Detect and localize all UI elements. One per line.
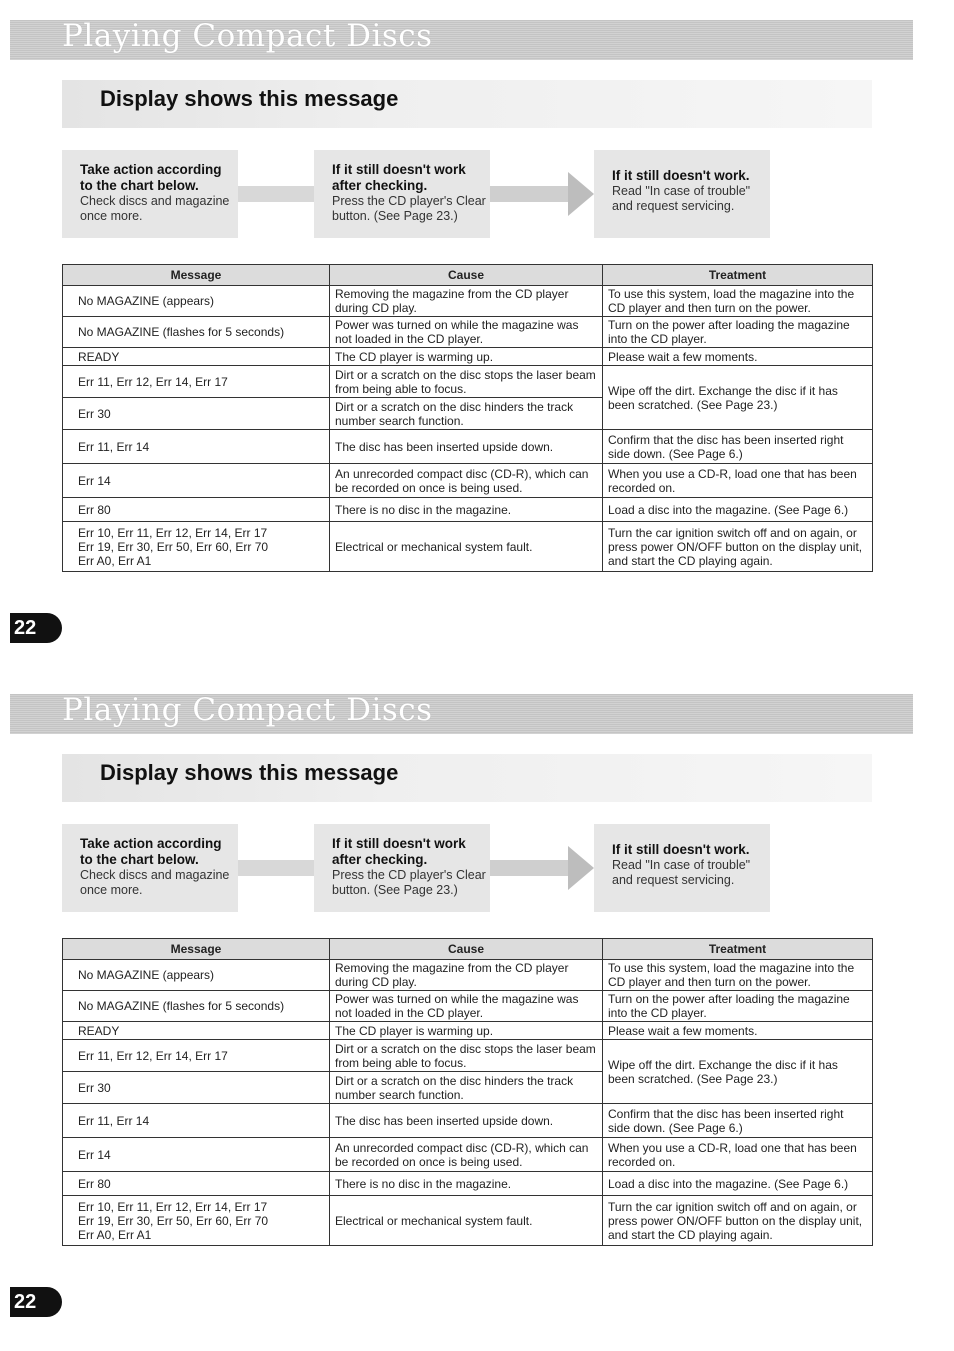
- step-heading: Take action according to the chart below.: [80, 836, 222, 867]
- treatment-cell: Please wait a few moments.: [603, 348, 873, 366]
- treatment-cell: When you use a CD-R, load one that has been recorded on.: [603, 1138, 873, 1172]
- cause-cell: There is no disc in the magazine.: [330, 498, 603, 522]
- treatment-cell: Please wait a few moments.: [603, 1022, 873, 1040]
- message-cell: Err 80: [63, 498, 330, 522]
- cause-cell: The CD player is warming up.: [330, 348, 603, 366]
- page-copy-2: [0, 674, 954, 1344]
- cause-cell: Removing the magazine from the CD player during CD play.: [330, 286, 603, 317]
- table-row: [63, 348, 873, 366]
- page-number-tab: 22: [10, 1287, 62, 1317]
- cause-cell: Electrical or mechanical system fault.: [330, 522, 603, 572]
- header-cause: Cause: [330, 265, 603, 286]
- step-connector: [238, 186, 314, 202]
- step-body: Read "In case of trouble" and request servicing.: [612, 184, 751, 213]
- treatment-cell: Confirm that the disc has been inserted right side down. (See Page 6.): [603, 1104, 873, 1138]
- section-banner: [10, 20, 913, 60]
- table-row: [63, 498, 873, 522]
- table-row: [63, 286, 873, 317]
- cause-cell: Dirt or a scratch on the disc stops the laser beam from being able to focus.: [330, 366, 603, 398]
- cause-cell: The disc has been inserted upside down.: [330, 430, 603, 464]
- message-cell: Err 30: [63, 1072, 330, 1104]
- message-table: [62, 938, 873, 1246]
- header-treatment: Treatment: [603, 939, 873, 960]
- cause-cell: Dirt or a scratch on the disc hinders the track number search function.: [330, 398, 603, 430]
- message-cell: No MAGAZINE (flashes for 5 seconds): [63, 317, 330, 348]
- treatment-cell: Confirm that the disc has been inserted right side down. (See Page 6.): [603, 430, 873, 464]
- step-box-3: [594, 150, 770, 238]
- treatment-cell: To use this system, load the magazine into the CD player and then turn on the power.: [603, 960, 873, 991]
- treatment-cell: When you use a CD-R, load one that has been recorded on.: [603, 464, 873, 498]
- message-cell: No MAGAZINE (appears): [63, 960, 330, 991]
- treatment-cell: To use this system, load the magazine into the CD player and then turn on the power.: [603, 286, 873, 317]
- step-box-1: [62, 150, 238, 238]
- table-row: [63, 366, 873, 398]
- cause-cell: Power was turned on while the magazine was not loaded in the CD player.: [330, 317, 603, 348]
- step-body: Read "In case of trouble" and request servicing.: [612, 858, 751, 887]
- section-title: Playing Compact Discs: [62, 692, 433, 728]
- message-cell: No MAGAZINE (flashes for 5 seconds): [63, 991, 330, 1022]
- cause-cell: Removing the magazine from the CD player during CD play.: [330, 960, 603, 991]
- table-row: [63, 317, 873, 348]
- message-cell: Err 11, Err 12, Err 14, Err 17: [63, 366, 330, 398]
- subheading: Display shows this message: [100, 86, 399, 111]
- table-header-row: [63, 265, 873, 286]
- step-connector: [238, 860, 314, 876]
- treatment-cell: Wipe off the dirt. Exchange the disc if it has been scratched. (See Page 23.): [603, 1040, 873, 1104]
- table-row: [63, 960, 873, 991]
- message-cell: Err 30: [63, 398, 330, 430]
- message-cell: Err 11, Err 14: [63, 1104, 330, 1138]
- table-row: [63, 1172, 873, 1196]
- step-box-2: [314, 150, 490, 238]
- step-box-3: [594, 824, 770, 912]
- step-heading: If it still doesn't work.: [612, 168, 750, 183]
- treatment-cell: Load a disc into the magazine. (See Page 6.): [603, 1172, 873, 1196]
- message-cell: Err 10, Err 11, Err 12, Err 14, Err 17 Err 19, Err 30, Err 50, Err 60, Err 70 Err A0, Err A1: [63, 1196, 330, 1246]
- header-message: Message: [63, 939, 330, 960]
- table-row: [63, 1138, 873, 1172]
- cause-cell: Electrical or mechanical system fault.: [330, 1196, 603, 1246]
- message-cell: Err 11, Err 12, Err 14, Err 17: [63, 1040, 330, 1072]
- message-cell: Err 14: [63, 464, 330, 498]
- step-body: Check discs and magazine once more.: [80, 868, 230, 897]
- table-row: [63, 1104, 873, 1138]
- message-table: [62, 264, 873, 572]
- step-heading: Take action according to the chart below.: [80, 162, 222, 193]
- message-cell: No MAGAZINE (appears): [63, 286, 330, 317]
- arrow-right-icon: [490, 846, 594, 890]
- cause-cell: Power was turned on while the magazine was not loaded in the CD player.: [330, 991, 603, 1022]
- step-box-1: [62, 824, 238, 912]
- cause-cell: There is no disc in the magazine.: [330, 1172, 603, 1196]
- page-number-tab: 22: [10, 613, 62, 643]
- treatment-cell: Load a disc into the magazine. (See Page 6.): [603, 498, 873, 522]
- treatment-cell: Turn the car ignition switch off and on again, or press power ON/OFF button on the display unit, and start the CD playing again.: [603, 522, 873, 572]
- cause-cell: Dirt or a scratch on the disc hinders the track number search function.: [330, 1072, 603, 1104]
- treatment-cell: Turn on the power after loading the magazine into the CD player.: [603, 991, 873, 1022]
- table-row: [63, 1196, 873, 1246]
- header-treatment: Treatment: [603, 265, 873, 286]
- treatment-cell: Turn on the power after loading the magazine into the CD player.: [603, 317, 873, 348]
- treatment-cell: Turn the car ignition switch off and on again, or press power ON/OFF button on the display unit, and start the CD playing again.: [603, 1196, 873, 1246]
- page-copy-1: [0, 0, 954, 670]
- message-cell: Err 11, Err 14: [63, 430, 330, 464]
- message-cell: Err 80: [63, 1172, 330, 1196]
- step-body: Check discs and magazine once more.: [80, 194, 230, 223]
- step-heading: If it still doesn't work after checking.: [332, 162, 466, 193]
- section-title: Playing Compact Discs: [62, 18, 433, 54]
- table-row: [63, 991, 873, 1022]
- header-cause: Cause: [330, 939, 603, 960]
- cause-cell: Dirt or a scratch on the disc stops the laser beam from being able to focus.: [330, 1040, 603, 1072]
- table-row: [63, 1022, 873, 1040]
- message-cell: Err 14: [63, 1138, 330, 1172]
- table-row: [63, 1040, 873, 1072]
- step-heading: If it still doesn't work.: [612, 842, 750, 857]
- subheading: Display shows this message: [100, 760, 399, 785]
- table-row: [63, 464, 873, 498]
- message-cell: Err 10, Err 11, Err 12, Err 14, Err 17 Err 19, Err 30, Err 50, Err 60, Err 70 Err A0, Err A1: [63, 522, 330, 572]
- cause-cell: An unrecorded compact disc (CD-R), which can be recorded on once is being used.: [330, 1138, 603, 1172]
- cause-cell: An unrecorded compact disc (CD-R), which can be recorded on once is being used.: [330, 464, 603, 498]
- treatment-cell: Wipe off the dirt. Exchange the disc if it has been scratched. (See Page 23.): [603, 366, 873, 430]
- section-banner: [10, 694, 913, 734]
- table-row: [63, 430, 873, 464]
- header-message: Message: [63, 265, 330, 286]
- step-body: Press the CD player's Clear button. (See Page 23.): [332, 194, 486, 223]
- arrow-right-icon: [490, 172, 594, 216]
- step-heading: If it still doesn't work after checking.: [332, 836, 466, 867]
- table-row: [63, 522, 873, 572]
- message-cell: READY: [63, 1022, 330, 1040]
- step-box-2: [314, 824, 490, 912]
- step-body: Press the CD player's Clear button. (See Page 23.): [332, 868, 486, 897]
- cause-cell: The CD player is warming up.: [330, 1022, 603, 1040]
- message-cell: READY: [63, 348, 330, 366]
- table-header-row: [63, 939, 873, 960]
- cause-cell: The disc has been inserted upside down.: [330, 1104, 603, 1138]
